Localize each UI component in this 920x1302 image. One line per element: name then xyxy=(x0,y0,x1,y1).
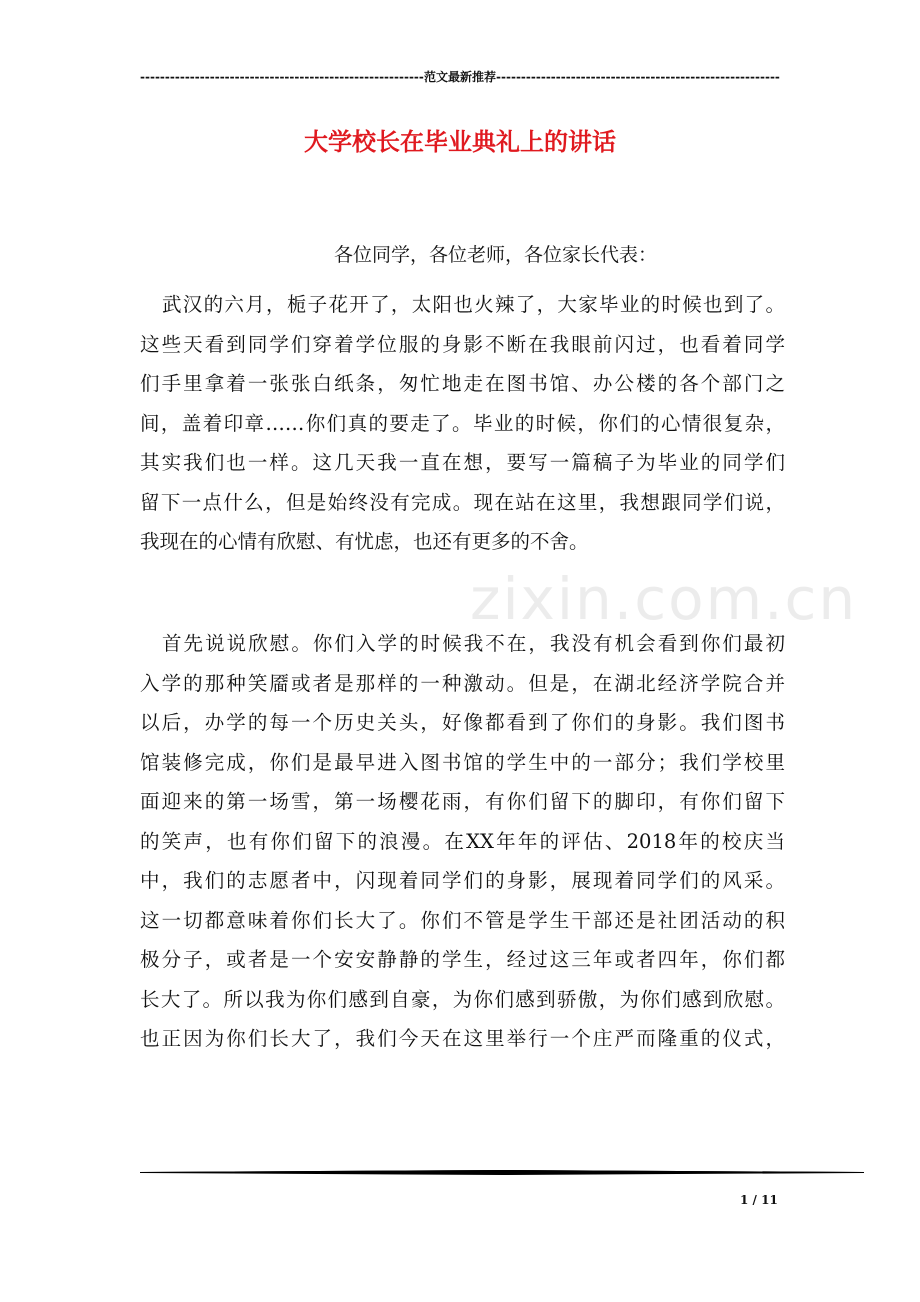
text-line: 留下一点什么，但是始终没有完成。现在站在这里，我想跟同学们说， xyxy=(140,490,785,514)
text-line: 的笑声，也有你们留下的浪漫。在XX年年的评估、2018年的校庆当 xyxy=(140,829,785,853)
text-line: 这一切都意味着你们长大了。你们不管是学生干部还是社团活动的积 xyxy=(140,908,785,932)
text-line: 们手里拿着一张张白纸条，匆忙地走在图书馆、办公楼的各个部门之 xyxy=(140,372,785,395)
text-line: 其实我们也一样。这几天我一直在想，要写一篇稿子为毕业的同学们 xyxy=(140,451,785,474)
text-line: 间，盖着印章……你们真的要走了。毕业的时候，你们的心情很复杂， xyxy=(140,411,785,435)
text-line: 武汉的六月，栀子花开了，太阳也火辣了，大家毕业的时候也到了。 xyxy=(162,293,785,316)
text-line: 面迎来的第一场雪，第一场樱花雨，有你们留下的脚印，有你们留下 xyxy=(140,790,785,813)
paragraph-2 xyxy=(140,624,785,1059)
paragraph-1 xyxy=(140,285,785,562)
text-line: 我现在的心情有欣慰、有忧虑，也还有更多的不舍。 xyxy=(140,530,589,553)
text-line: 首先说说欣慰。你们入学的时候我不在，我没有机会看到你们最初 xyxy=(162,632,785,655)
document-title: 大学校长在毕业典礼上的讲话 xyxy=(304,128,616,156)
text-line: 也正因为你们长大了，我们今天在这里举行一个庄严而隆重的仪式， xyxy=(140,1027,785,1050)
header-dash-right xyxy=(496,70,780,84)
footer-rule xyxy=(140,1170,864,1175)
text-line: 中，我们的志愿者中，闪现着同学们的身影，展现着同学们的风采。 xyxy=(140,869,785,892)
header-dash-left xyxy=(140,70,424,84)
text-line: 极分子，或者是一个安安静静的学生，经过这三年或者四年，你们都 xyxy=(140,948,785,971)
salutation: 各位同学，各位老师，各位家长代表： xyxy=(334,244,658,266)
text-line: 入学的那种笑靥或者是那样的一种激动。但是，在湖北经济学院合并 xyxy=(140,671,785,695)
header-label: 范文最新推荐 xyxy=(424,70,497,84)
text-line: 馆装修完成，你们是最早进入图书馆的学生中的一部分；我们学校里 xyxy=(140,750,785,774)
text-line: 长大了。所以我为你们感到自豪，为你们感到骄傲，为你们感到欣慰。 xyxy=(140,987,785,1011)
watermark: zixin.com.cn xyxy=(470,565,858,633)
page-header xyxy=(140,68,780,85)
text-line: 这些天看到同学们穿着学位服的身影不断在我眼前闪过，也看着同学 xyxy=(140,332,785,356)
page-number: 1 / 11 xyxy=(740,1193,778,1207)
text-line: 以后，办学的每一个历史关头，好像都看到了你们的身影。我们图书 xyxy=(140,711,785,734)
